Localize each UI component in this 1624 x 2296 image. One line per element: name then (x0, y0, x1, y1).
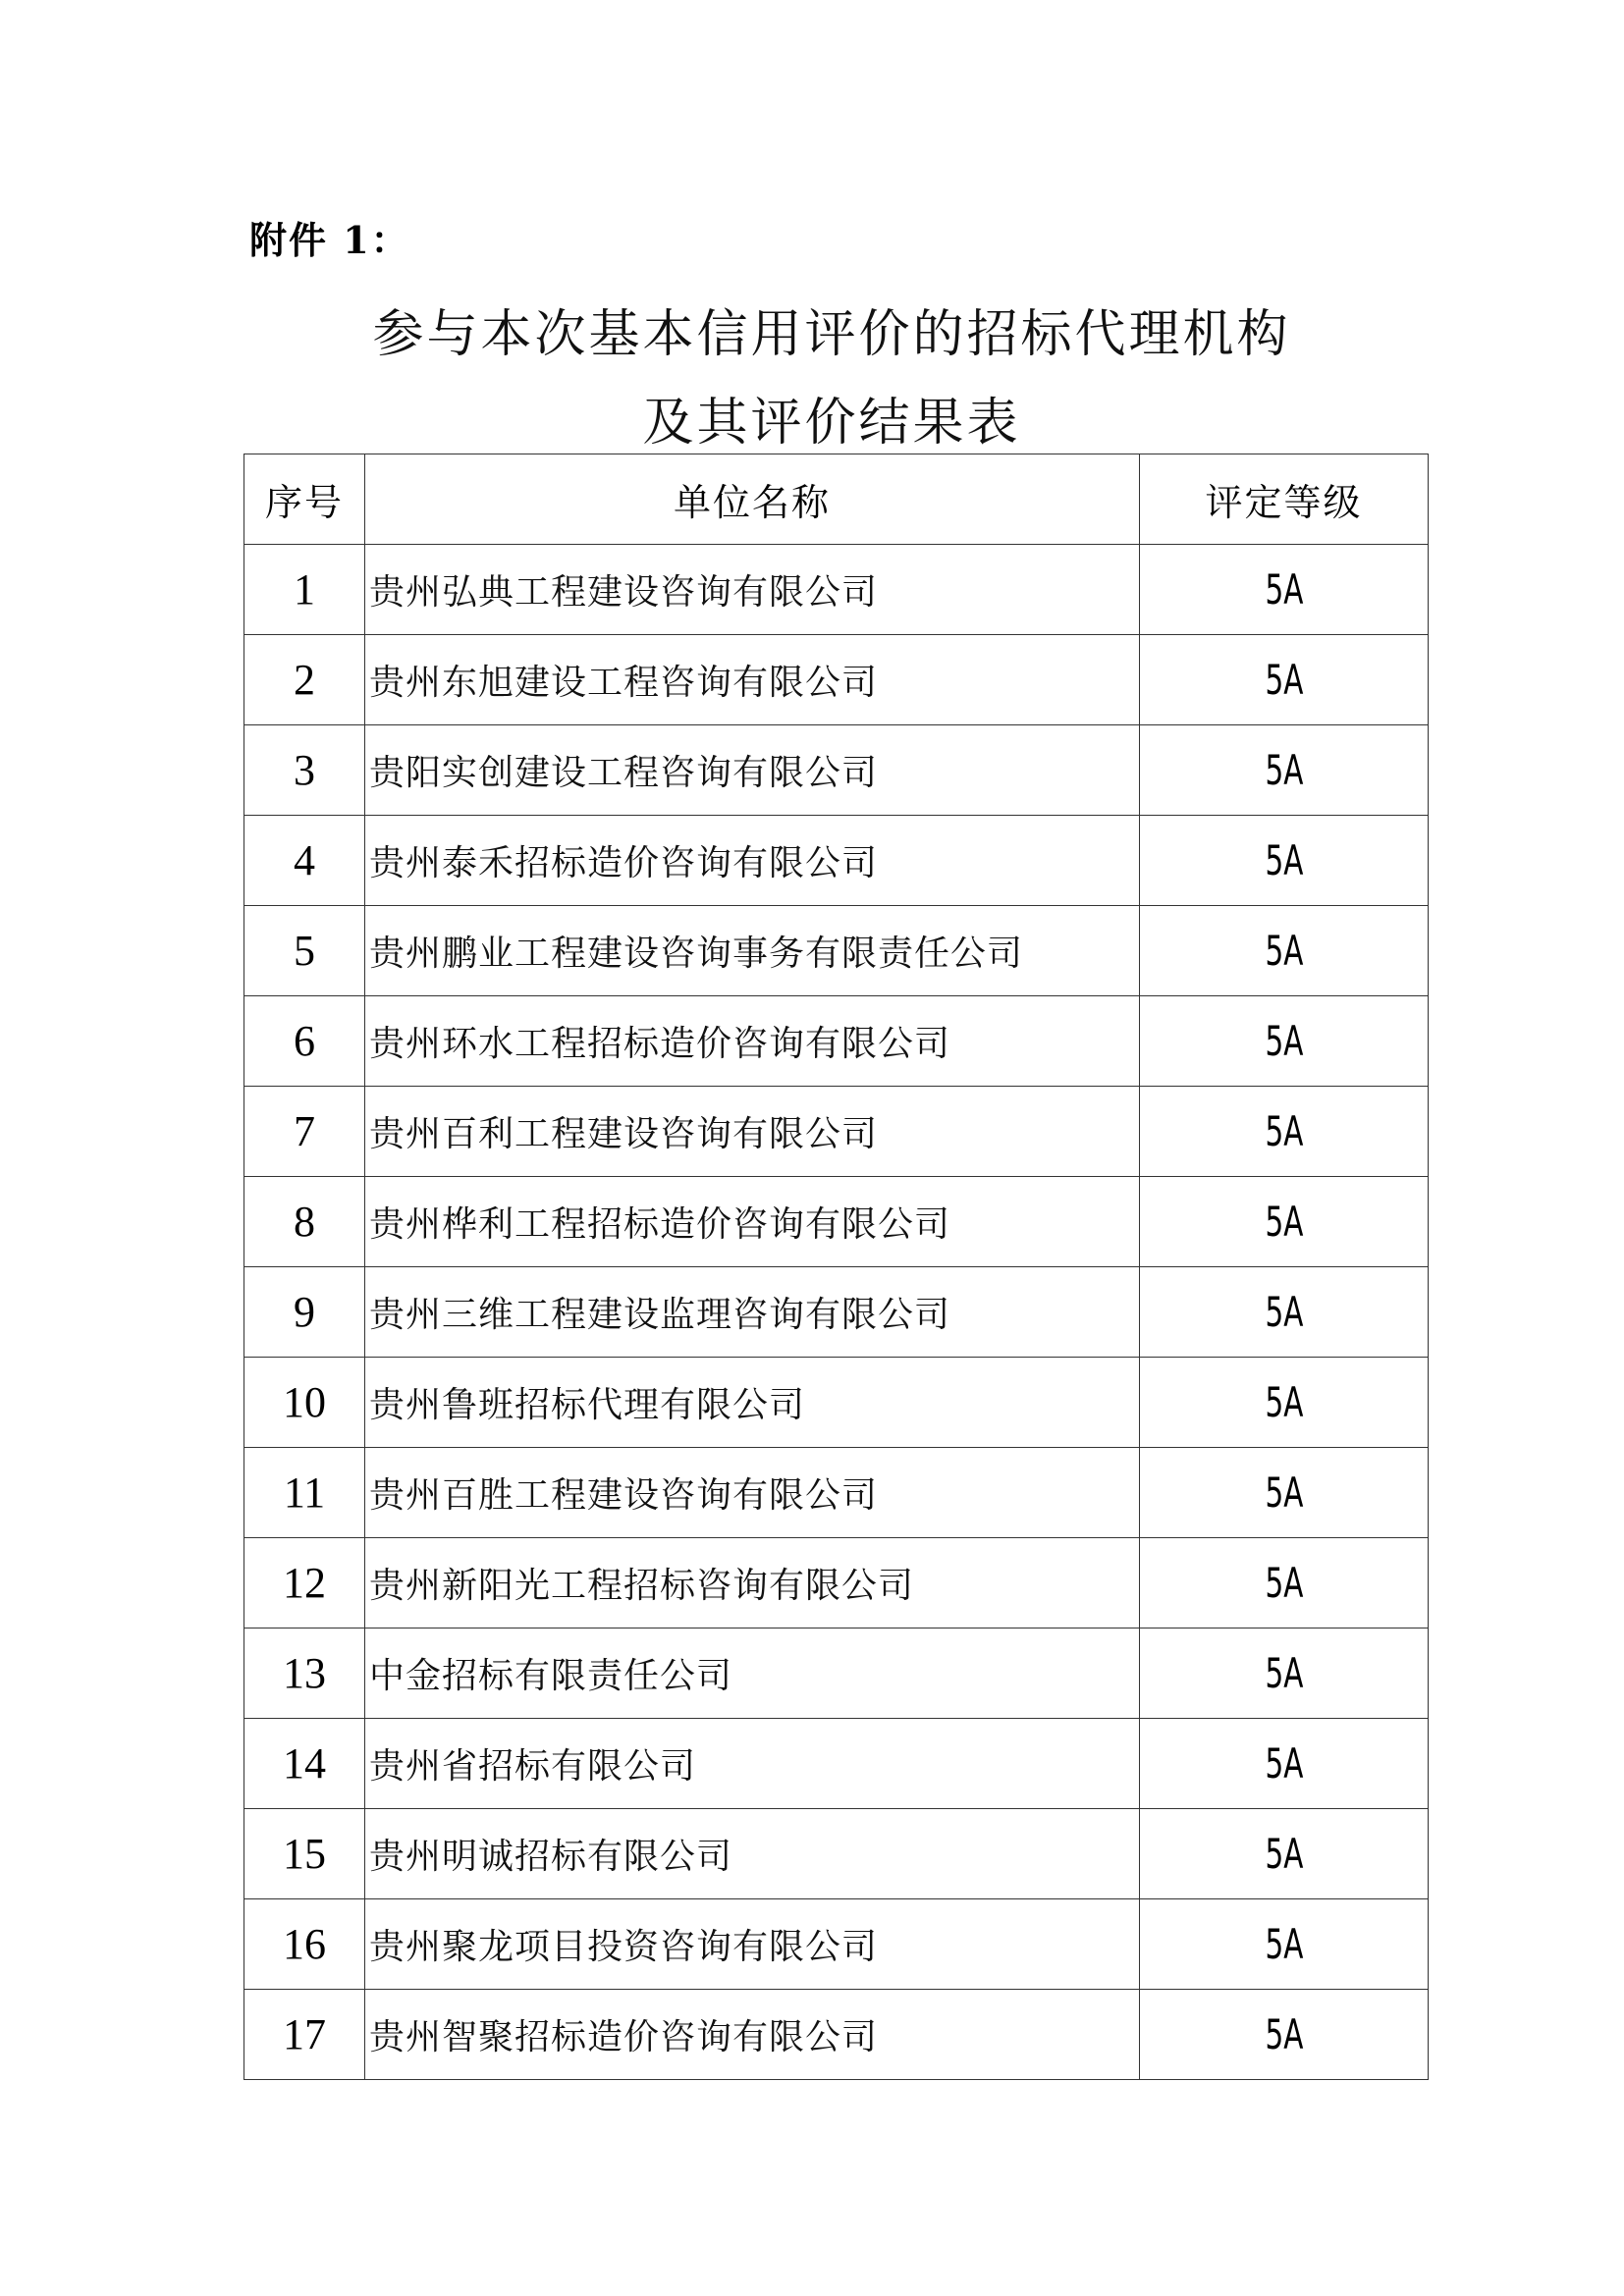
row-grade-cell (1140, 635, 1429, 725)
row-grade-cell (1140, 1538, 1429, 1629)
row-grade-cell (1140, 1177, 1429, 1267)
row-company-name: 贵州智聚招标造价咨询有限公司 (365, 1990, 1140, 2080)
table-row (244, 1448, 1429, 1538)
row-seq: 5 (244, 906, 365, 996)
document-title-line-1: 参与本次基本信用评价的招标代理机构 (372, 305, 1291, 364)
table-row (244, 1719, 1429, 1809)
table-row (244, 1177, 1429, 1267)
row-grade: 5A (1265, 1198, 1303, 1246)
row-grade: 5A (1265, 836, 1303, 884)
row-company-name: 贵州明诚招标有限公司 (365, 1809, 1140, 1899)
row-grade-cell (1140, 1990, 1429, 2080)
row-seq: 2 (244, 635, 365, 725)
attachment-label: 附件 1： (249, 218, 410, 262)
row-grade: 5A (1265, 1107, 1303, 1155)
row-company-name: 贵州桦利工程招标造价咨询有限公司 (365, 1177, 1140, 1267)
evaluation-result-table (244, 454, 1429, 2080)
table-row (244, 1538, 1429, 1629)
table-row (244, 545, 1429, 635)
row-company-name: 贵州鲁班招标代理有限公司 (365, 1358, 1140, 1448)
row-grade-cell (1140, 545, 1429, 635)
header-grade: 评定等级 (1140, 454, 1429, 545)
row-seq: 6 (244, 996, 365, 1087)
header-name: 单位名称 (365, 454, 1140, 545)
row-grade: 5A (1265, 1288, 1303, 1336)
row-company-name: 贵州三维工程建设监理咨询有限公司 (365, 1267, 1140, 1358)
row-grade-cell (1140, 1448, 1429, 1538)
row-seq: 15 (244, 1809, 365, 1899)
row-grade-cell (1140, 1629, 1429, 1719)
row-grade: 5A (1265, 1830, 1303, 1878)
row-seq: 13 (244, 1629, 365, 1719)
row-company-name: 贵州泰禾招标造价咨询有限公司 (365, 816, 1140, 906)
row-grade: 5A (1265, 746, 1303, 794)
row-seq: 9 (244, 1267, 365, 1358)
row-grade-cell (1140, 816, 1429, 906)
table-row (244, 1809, 1429, 1899)
row-grade: 5A (1265, 1739, 1303, 1788)
row-grade-cell (1140, 1267, 1429, 1358)
row-grade-cell (1140, 1809, 1429, 1899)
row-grade: 5A (1265, 565, 1303, 614)
row-seq: 17 (244, 1990, 365, 2080)
row-grade-cell (1140, 1358, 1429, 1448)
row-seq: 4 (244, 816, 365, 906)
row-seq: 11 (244, 1448, 365, 1538)
table-row (244, 1267, 1429, 1358)
row-grade-cell (1140, 1719, 1429, 1809)
table-row (244, 816, 1429, 906)
document-title-line-2: 及其评价结果表 (642, 394, 1021, 453)
row-company-name: 贵州聚龙项目投资咨询有限公司 (365, 1899, 1140, 1990)
header-seq: 序号 (244, 454, 365, 545)
row-seq: 16 (244, 1899, 365, 1990)
row-company-name: 贵州东旭建设工程咨询有限公司 (365, 635, 1140, 725)
row-grade: 5A (1265, 1468, 1303, 1517)
row-grade: 5A (1265, 1559, 1303, 1607)
row-seq: 3 (244, 725, 365, 816)
table-row (244, 996, 1429, 1087)
table-body (244, 545, 1429, 2080)
row-company-name: 贵州环水工程招标造价咨询有限公司 (365, 996, 1140, 1087)
row-grade-cell (1140, 1087, 1429, 1177)
row-company-name: 贵州弘典工程建设咨询有限公司 (365, 545, 1140, 635)
row-grade: 5A (1265, 927, 1303, 975)
row-grade-cell (1140, 996, 1429, 1087)
row-grade: 5A (1265, 1017, 1303, 1065)
table-row (244, 1629, 1429, 1719)
table-row (244, 725, 1429, 816)
row-seq: 7 (244, 1087, 365, 1177)
table-row (244, 1087, 1429, 1177)
row-grade-cell (1140, 906, 1429, 996)
row-grade: 5A (1265, 1920, 1303, 1968)
row-seq: 10 (244, 1358, 365, 1448)
row-grade: 5A (1265, 656, 1303, 704)
table-row (244, 1899, 1429, 1990)
row-grade: 5A (1265, 2010, 1303, 2058)
row-company-name: 贵州百利工程建设咨询有限公司 (365, 1087, 1140, 1177)
row-grade: 5A (1265, 1378, 1303, 1426)
row-seq: 8 (244, 1177, 365, 1267)
table-row (244, 635, 1429, 725)
table-row (244, 1990, 1429, 2080)
row-seq: 12 (244, 1538, 365, 1629)
row-company-name: 贵阳实创建设工程咨询有限公司 (365, 725, 1140, 816)
row-seq: 14 (244, 1719, 365, 1809)
row-grade-cell (1140, 725, 1429, 816)
row-company-name: 中金招标有限责任公司 (365, 1629, 1140, 1719)
row-seq: 1 (244, 545, 365, 635)
table-header-row (244, 454, 1429, 545)
row-company-name: 贵州新阳光工程招标咨询有限公司 (365, 1538, 1140, 1629)
table-row (244, 1358, 1429, 1448)
row-company-name: 贵州省招标有限公司 (365, 1719, 1140, 1809)
row-company-name: 贵州鹏业工程建设咨询事务有限责任公司 (365, 906, 1140, 996)
row-grade-cell (1140, 1899, 1429, 1990)
row-company-name: 贵州百胜工程建设咨询有限公司 (365, 1448, 1140, 1538)
row-grade: 5A (1265, 1649, 1303, 1697)
table-row (244, 906, 1429, 996)
